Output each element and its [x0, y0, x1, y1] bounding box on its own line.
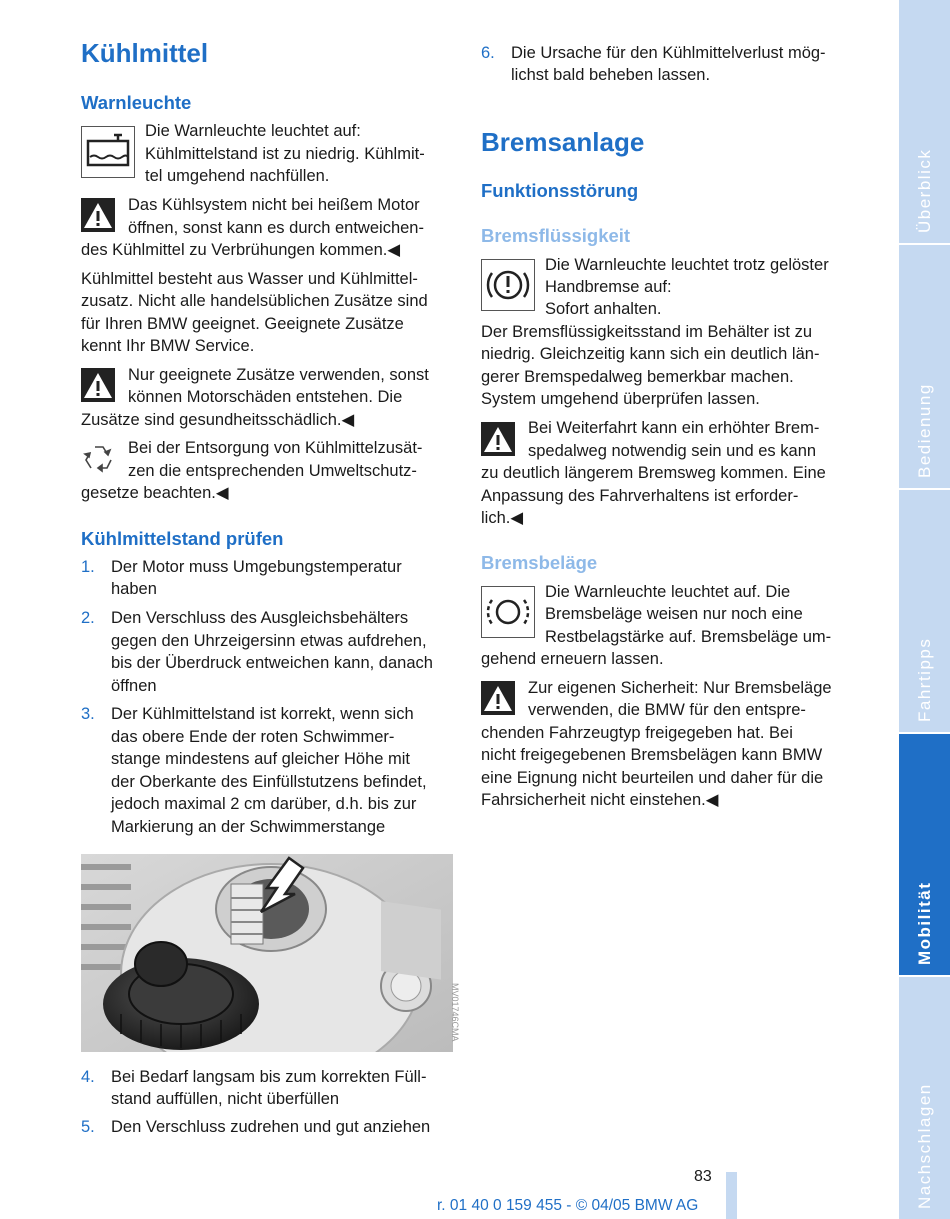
pads-text-1: Die Warnleuchte leuchtet auf. Die	[545, 583, 791, 601]
photo-code: MV01746CMA	[450, 983, 460, 1042]
step-number: 4.	[81, 1068, 95, 1086]
warning-triangle-icon	[81, 198, 115, 232]
recycling-icon	[81, 441, 117, 477]
step-text: Die Ursache für den Kühlmittelverlust mög-	[511, 44, 826, 62]
step-number: 3.	[81, 705, 95, 723]
body-text-2: zusatz. Nicht alle handelsüblichen Zusätze sind	[81, 292, 428, 310]
tab-nachschlagen[interactable]: Nachschlagen	[914, 1083, 934, 1209]
caution4-text-4: nicht freigegebenen Bremsbelägen kann BMW	[481, 746, 823, 764]
caution3-text-1: Bei Weiterfahrt kann ein erhöhter Brem-	[528, 419, 820, 437]
warning-triangle-icon	[481, 422, 515, 456]
step-number: 1.	[81, 558, 95, 576]
section-title-kuehlmittel: Kühlmittel	[81, 38, 209, 68]
caution4-text-6: Fahrsicherheit nicht einstehen.◀	[481, 791, 719, 809]
caution4-text-1: Zur eigenen Sicherheit: Nur Bremsbeläge	[528, 679, 832, 697]
fluid-text-2: Handbremse auf:	[545, 278, 672, 296]
pads-text-2: Bremsbeläge weisen nur noch eine	[545, 605, 803, 623]
fluid-text-1: Die Warnleuchte leuchtet trotz gelöster	[545, 256, 829, 274]
step-text: stange mindestens auf gleicher Höhe mit	[111, 750, 410, 768]
caution3-text-2: spedalweg notwendig sein und es kann	[528, 442, 817, 460]
warning-triangle-icon	[481, 681, 515, 715]
step-number: 2.	[81, 609, 95, 627]
step-text: Der Motor muss Umgebungstemperatur	[111, 558, 402, 576]
fluid-text-3: Sofort anhalten.	[545, 300, 662, 318]
chapter-sidebar	[899, 0, 950, 1219]
step-text: Den Verschluss des Ausgleichsbehälters	[111, 609, 409, 627]
warning-triangle-icon	[81, 368, 115, 402]
warnleuchte-text-2: Kühlmittelstand ist zu niedrig. Kühlmit-	[145, 145, 425, 163]
step-text: der Oberkante des Einfüllstutzens befindet,	[111, 773, 427, 791]
body-text-1: Kühlmittel besteht aus Wasser und Kühlmittel-	[81, 270, 418, 288]
step-text: gegen den Uhrzeigersinn etwas aufdrehen,	[111, 632, 427, 650]
step-text: stand auffüllen, nicht überfüllen	[111, 1090, 340, 1108]
page-marker-bar	[726, 1172, 737, 1219]
caution1-text-2: öffnen, sonst kann es durch entweichen-	[128, 219, 424, 237]
tab-fahrtipps[interactable]: Fahrtipps	[899, 490, 950, 734]
caution1-text-3: des Kühlmittel zu Verbrühungen kommen.◀	[81, 241, 401, 259]
step-text: haben	[111, 580, 157, 598]
heading-warnleuchte: Warnleuchte	[81, 92, 192, 113]
step-text: Der Kühlmittelstand ist korrekt, wenn sich	[111, 705, 414, 723]
footer-publication-info: r. 01 40 0 159 455 - © 04/05 BMW AG	[437, 1197, 699, 1214]
caution3-text-4: Anpassung des Fahrverhaltens ist erforder-	[481, 487, 799, 505]
step-text: jedoch maximal 2 cm darüber, d.h. bis zur	[111, 795, 417, 813]
pads-text-3: Restbelagstärke auf. Bremsbeläge um-	[545, 628, 832, 646]
eco-text-1: Bei der Entsorgung von Kühlmittelzusät-	[128, 439, 423, 457]
pads-text-4: gehend erneuern lassen.	[481, 650, 664, 668]
step-text: Markierung an der Schwimmerstange	[111, 818, 386, 836]
caution4-text-2: verwenden, die BMW für den entspre-	[528, 701, 806, 719]
eco-text-2: zen die entsprechenden Umweltschutz-	[128, 462, 417, 480]
page-number: 83	[694, 1168, 712, 1185]
step-number: 5.	[81, 1118, 95, 1136]
coolant-warning-icon	[81, 126, 135, 178]
brake-pad-warning-icon	[481, 586, 535, 638]
step-text: bis der Überdruck entweichen kann, danach	[111, 654, 433, 672]
caution2-text-1: Nur geeignete Zusätze verwenden, sonst	[128, 366, 429, 384]
step-text: öffnen	[111, 677, 157, 695]
caution4-text-5: eine Eignung nicht beurteilen und daher für die	[481, 769, 824, 787]
warnleuchte-text-3: tel umgehend nachfüllen.	[145, 167, 330, 185]
tab-bedienung[interactable]: Bedienung	[899, 245, 950, 490]
step-text: lichst bald beheben lassen.	[511, 66, 711, 84]
heading-bremsfluessigkeit: Bremsflüssigkeit	[481, 225, 631, 246]
brake-warning-icon	[481, 259, 535, 311]
caution2-text-3: Zusätze sind gesundheitsschädlich.◀	[81, 411, 355, 429]
coolant-reservoir-photo	[81, 854, 453, 1052]
caution4-text-3: chenden Fahrzeugtyp freigegeben hat. Bei	[481, 724, 793, 742]
heading-bremsbelaege: Bremsbeläge	[481, 552, 598, 573]
tab-mobilitaet[interactable]: Mobilität	[899, 734, 950, 977]
body-text-4: kennt Ihr BMW Service.	[81, 337, 255, 355]
heading-kuehlmittelstand-pruefen: Kühlmittelstand prüfen	[81, 528, 284, 549]
fluid-body-1: Der Bremsflüssigkeitsstand im Behälter ist zu	[481, 323, 813, 341]
warnleuchte-text-1: Die Warnleuchte leuchtet auf:	[145, 122, 361, 140]
step-text: Bei Bedarf langsam bis zum korrekten Füll-	[111, 1068, 427, 1086]
fluid-body-2: niedrig. Gleichzeitig kann sich ein deutlich län-	[481, 345, 820, 363]
heading-funktionsstoerung: Funktionsstörung	[481, 180, 639, 201]
fluid-body-3: gerer Bremspedalweg bemerkbar machen.	[481, 368, 794, 386]
step-text: Den Verschluss zudrehen und gut anziehen	[111, 1118, 431, 1136]
step-number: 6.	[481, 44, 495, 62]
caution3-text-3: zu deutlich längerem Bremsweg kommen. Eine	[481, 464, 826, 482]
tab-ueberblick[interactable]: Überblick	[899, 0, 950, 245]
caution2-text-2: können Motorschäden entstehen. Die	[128, 388, 403, 406]
body-text-3: für Ihren BMW geeignet. Geeignete Zusätze	[81, 315, 404, 333]
eco-text-3: gesetze beachten.◀	[81, 484, 229, 502]
fluid-body-4: System umgehend überprüfen lassen.	[481, 390, 760, 408]
step-text: das obere Ende der roten Schwimmer-	[111, 728, 395, 746]
caution1-text-1: Das Kühlsystem nicht bei heißem Motor	[128, 196, 420, 214]
section-title-bremsanlage: Bremsanlage	[481, 127, 645, 157]
caution3-text-5: lich.◀	[481, 509, 524, 527]
